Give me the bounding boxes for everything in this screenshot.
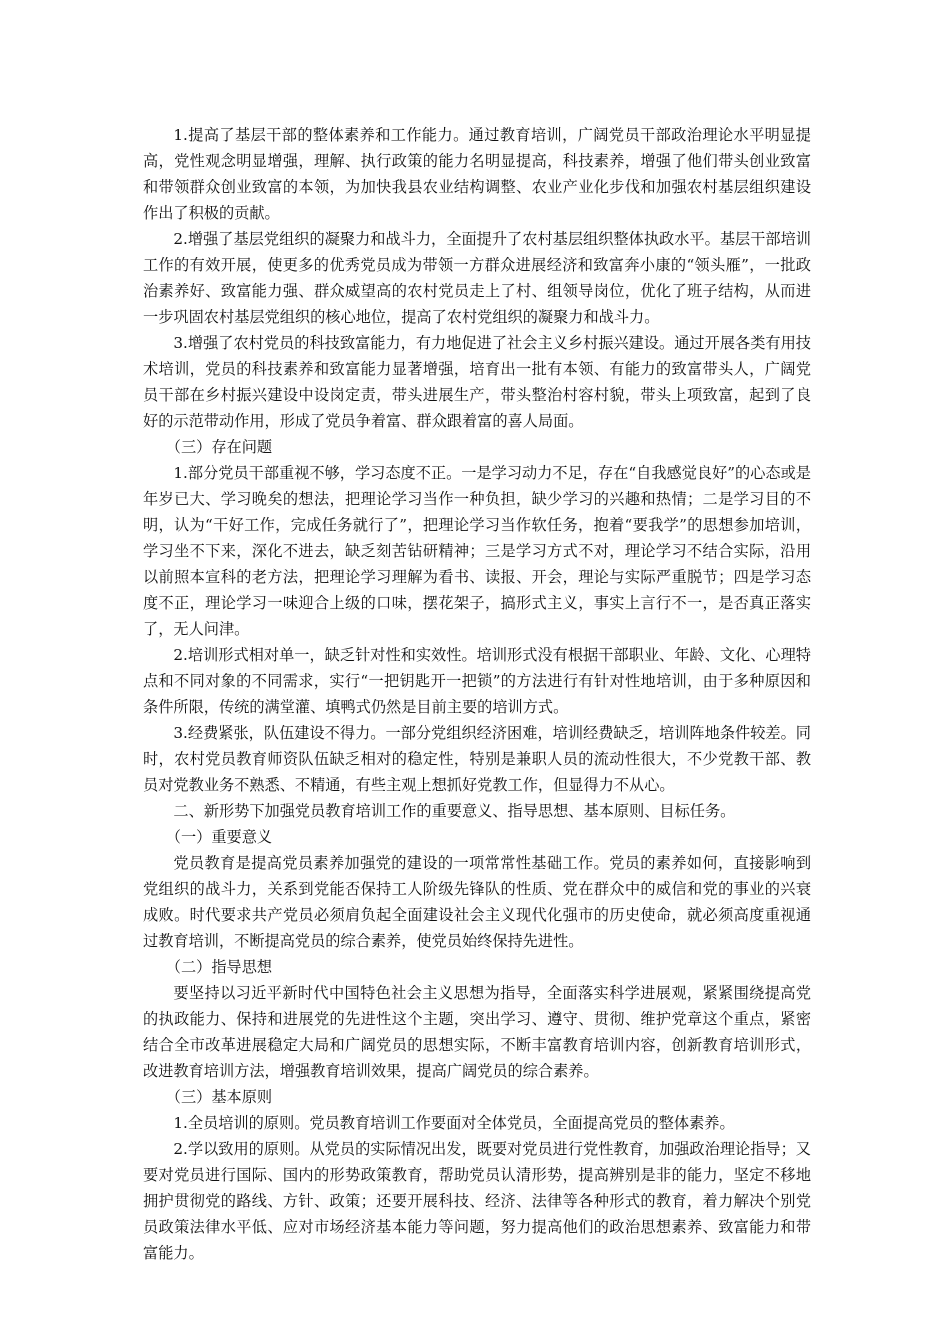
paragraph-significance: 党员教育是提高党员素养加强党的建设的一项常常性基础工作。党员的素养如何，直接影响到党组织的战斗力，关系到党能否保持工人阶级先锋队的性质、党在群众中的威信和党的事业的兴衰成败。时代要求共产党员必须肩负起全面建设社会主义现代化强市的历史使命，就必须高度重视通过教育培训，不断提高党员的综合素养，使党员始终保持先进性。 (143, 854, 811, 950)
section-heading-principles: （三）基本原则 (165, 1088, 273, 1106)
paragraph-problem-1: 1.部分党员干部重视不够，学习态度不正。一是学习动力不足，存在“自我感觉良好”的心态或是年岁已大、学习晚矣的想法，把理论学习当作一种负担，缺少学习的兴趣和热情；二是学习目的不明，认为“干好工作，完成任务就行了”，把理论学习当作软任务，抱着“要我学”的思想参加培训，学习坐不下来，深化不进去，缺乏刻苦钻研精神；三是学习方式不对，理论学习不结合实际，沿用以前照本宣科的老方法，把理论学习理解为看书、读报、开会，理论与实际严重脱节；四是学习态度不正，理论学习一味迎合上级的口味，摆花架子，搞形式主义，事实上言行不一，是否真正落实了，无人问津。 (143, 464, 811, 638)
paragraph-guiding-thought: 要坚持以习近平新时代中国特色社会主义思想为指导，全面落实科学进展观，紧紧围绕提高党的执政能力、保持和进展党的先进性这个主题，突出学习、遵守、贯彻、维护党章这个重点，紧密结合全市改革进展稳定大局和广阔党员的思想实际，不断丰富教育培训内容，创新教育培训形式，改进教育培训方法，增强教育培训效果，提高广阔党员的综合素养。 (143, 984, 811, 1080)
paragraph-achievement-3: 3.增强了农村党员的科技致富能力，有力地促进了社会主义乡村振兴建设。通过开展各类有用技术培训，党员的科技素养和致富能力显著增强，培育出一批有本领、有能力的致富带头人，广阔党员干部在乡村振兴建设中设岗定责，带头进展生产，带头整治村容村貌，带头上项致富，起到了良好的示范带动作用，形成了党员争着富、群众跟着富的喜人局面。 (143, 334, 811, 430)
paragraph-problem-3: 3.经费紧张，队伍建设不得力。一部分党组织经济困难，培训经费缺乏，培训阵地条件较差。同时，农村党员教育师资队伍缺乏相对的稳定性，特别是兼职人员的流动性很大，不少党教干部、教员对党教业务不熟悉、不精通，有些主观上想抓好党教工作，但显得力不从心。 (143, 724, 811, 794)
paragraph-problem-2: 2.培训形式相对单一，缺乏针对性和实效性。培训形式没有根据干部职业、年龄、文化、心理特点和不同对象的不同需求，实行“一把钥匙开一把锁”的方法进行有针对性地培训，由于多种原因和条件所限，传统的满堂灌、填鸭式仍然是目前主要的培训方式。 (143, 646, 811, 716)
paragraph-principle-2: 2.学以致用的原则。从党员的实际情况出发，既要对党员进行党性教育，加强政治理论指导；又要对党员进行国际、国内的形势政策教育，帮助党员认清形势，提高辨别是非的能力，坚定不移地拥护贯彻党的路线、方针、政策；还要开展科技、经济、法律等各种形式的教育，着力解决个别党员政策法律水平低、应对市场经济基本能力等问题，努力提高他们的政治思想素养、致富能力和带富能力。 (143, 1140, 811, 1262)
paragraph-achievement-1: 1.提高了基层干部的整体素养和工作能力。通过教育培训，广阔党员干部政治理论水平明显提高，党性观念明显增强，理解、执行政策的能力名明显提高，科技素养，增强了他们带头创业致富和带领群众创业致富的本领，为加快我县农业结构调整、农业产业化步伐和加强农村基层组织建设作出了积极的贡献。 (143, 126, 811, 222)
paragraph-achievement-2: 2.增强了基层党组织的凝聚力和战斗力，全面提升了农村基层组织整体执政水平。基层干部培训工作的有效开展，使更多的优秀党员成为带领一方群众进展经济和致富奔小康的“领头雁”，一批政治素养好、致富能力强、群众威望高的农村党员走上了村、组领导岗位，优化了班子结构，从而进一步巩固农村基层党组织的核心地位，提高了农村党组织的凝聚力和战斗力。 (143, 230, 811, 326)
paragraph-principle-1: 1.全员培训的原则。党员教育培训工作要面对全体党员，全面提高党员的整体素养。 (173, 1114, 735, 1132)
section-heading-problems: （三）存在问题 (165, 438, 273, 456)
document-page (143, 122, 811, 1266)
chapter-heading-part-two: 二、新形势下加强党员教育培训工作的重要意义、指导思想、基本原则、目标任务。 (173, 802, 736, 820)
section-heading-guiding-thought: （二）指导思想 (165, 958, 273, 976)
section-heading-significance: （一）重要意义 (165, 828, 273, 846)
